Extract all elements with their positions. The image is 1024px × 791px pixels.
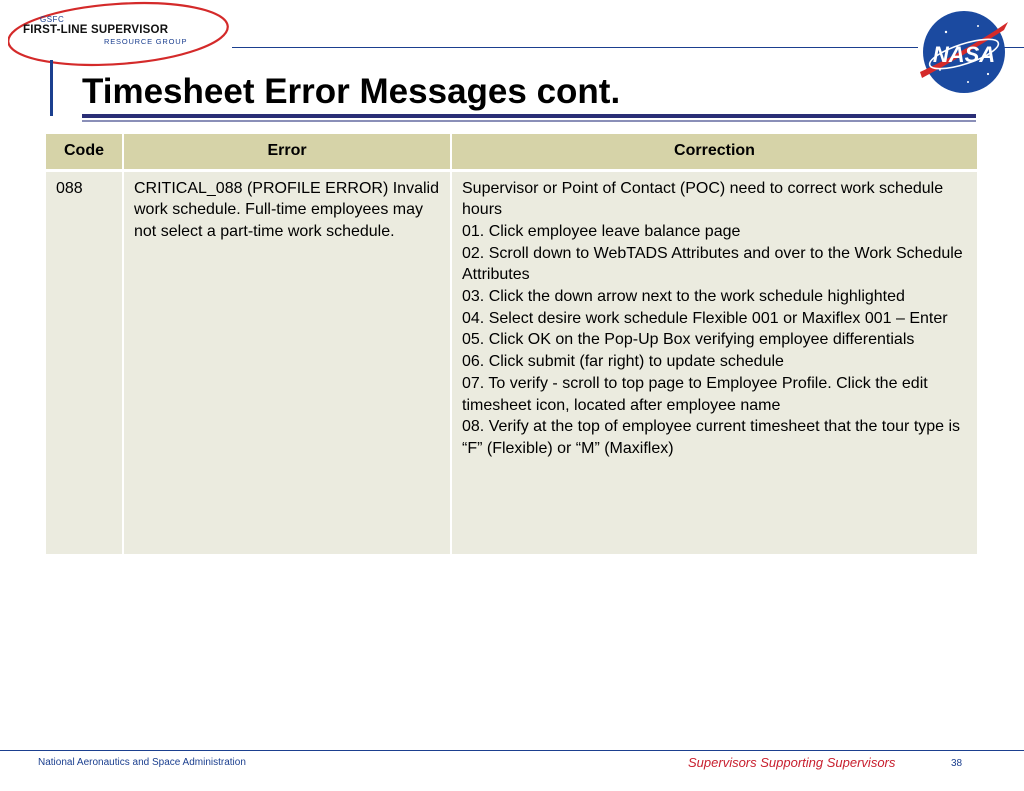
correction-step-03: 03. Click the down arrow next to the work schedule highlighted xyxy=(462,288,905,306)
cell-correction xyxy=(451,170,977,554)
title-underline xyxy=(82,114,976,118)
table-row xyxy=(46,170,977,554)
correction-step-02: 02. Scroll down to WebTADS Attributes and over to the Work Schedule Attributes xyxy=(462,244,963,284)
correction-step-07: 07. To verify - scroll to top page to Employee Profile. Click the edit timesheet icon, located after employee name xyxy=(462,374,928,414)
footer-tagline: Supervisors Supporting Supervisors xyxy=(688,755,896,770)
header-divider xyxy=(232,47,918,48)
header-correction: Correction xyxy=(451,134,977,170)
nasa-meatball-icon xyxy=(916,8,1012,98)
header-error: Error xyxy=(123,134,451,170)
correction-step-05: 05. Click OK on the Pop-Up Box verifying employee differentials xyxy=(462,331,915,349)
cell-error xyxy=(123,170,451,554)
header-code: Code xyxy=(46,134,123,170)
correction-step-08: 08. Verify at the top of employee current timesheet that the tour type is “F” (Flexible) or “M” (Maxiflex) xyxy=(462,418,961,457)
logo-title-text: FIRST-LINE SUPERVISOR xyxy=(23,24,169,36)
correction-step-06: 06. Click submit (far right) to update schedule xyxy=(462,353,784,371)
correction-line: Supervisor or Point of Contact (POC) need to correct work schedule hours xyxy=(462,179,944,219)
logo-gsfc-text: GSFC xyxy=(40,15,65,24)
error-messages-table xyxy=(46,134,977,554)
error-text: CRITICAL_088 (PROFILE ERROR) Invalid work schedule. Full-time employees may not select a part-time work schedule. xyxy=(134,179,439,240)
page-number: 38 xyxy=(951,758,963,769)
logo-subtitle-text: RESOURCE GROUP xyxy=(104,37,188,46)
fls-resource-group-logo xyxy=(0,0,235,72)
footer-agency: National Aeronautics and Space Administration xyxy=(38,757,246,768)
nasa-logo xyxy=(916,8,1012,98)
title-underline-thin xyxy=(82,120,976,122)
title-accent-bar xyxy=(50,60,53,116)
nasa-logo-text: NASA xyxy=(932,42,996,67)
table-header-row xyxy=(46,134,977,170)
cell-code: 088 xyxy=(46,170,123,554)
slide-title: Timesheet Error Messages cont. xyxy=(82,72,621,111)
footer-divider xyxy=(0,750,1024,751)
logo-swoosh-icon xyxy=(0,0,235,72)
correction-step-01: 01. Click employee leave balance page xyxy=(462,222,741,240)
correction-step-04: 04. Select desire work schedule Flexible 001 or Maxiflex 001 – Enter xyxy=(462,309,948,327)
